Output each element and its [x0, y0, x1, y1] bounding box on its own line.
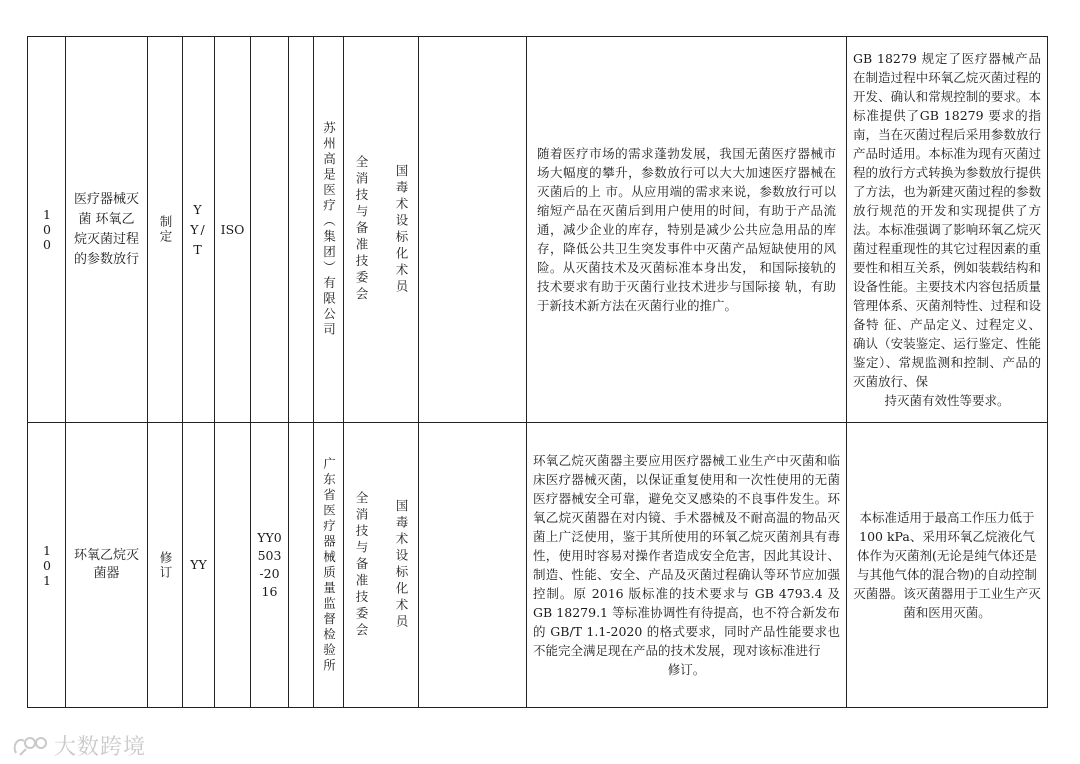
purpose-text: 环氧乙烷灭菌器主要应用医疗器械工业生产中灭菌和临床医疗器械灭菌，以保证重复使用和一次性使用的无菌医疗器械安全可靠，避免交叉感染的不良事件发生。环氧乙烷灭菌器在对内镜、手术器械及不耐高温的物品灭菌上广泛使用，鉴于其所使用的环氧乙烷灭菌剂具有毒性，使用时容易对操作者造成安全危害，因此其设计、制造、性能、安全、产品及灭菌过程确认等环节应加强控制。原 2016 版标准的技术要求与 GB 4793.4 及GB 18279.1 等标准协调性有待提高，也不符合新发布的 GB/T 1.1-2020 的格式要求，同时产品性能要求也不能完全满足现在产品的技术发展，现对该标准进行 修订。: [527, 423, 847, 708]
standard-name: 环氧乙烷灭菌器: [66, 423, 148, 708]
revision-type: 制定: [148, 37, 183, 423]
standards-table: [27, 36, 1048, 708]
blank-cell: [419, 37, 527, 423]
content-text: GB 18279 规定了医疗器械产品在制造过程中环氧乙烷灭菌过程的开发、确认和常规控制的要求。本标准提供了GB 18279 要求的指南，当在灭菌过程后采用参数放行产品时适用。本标准为现有灭菌过程的放行方式转换为参数放行提供了方法，也为新建灭菌过程的参数放行规范的开发和实现提供了方法。本标准强调了影响环氧乙烷灭菌过程重现性的其它过程因素的重要性和相互关系，例如装载结构和设备性能。主要技术内容包括质量管理体系、灭菌剂特性、过程和设备特 征、产品定义、过程定义、确认（安装鉴定、运行鉴定、性能鉴定）、常规监测和控制、产品的灭菌放行、保 持灭菌有效性等要求。: [847, 37, 1048, 423]
drafting-org: 苏州高是医疗（集团）有限公司: [314, 37, 344, 423]
adoption: ISO: [215, 37, 251, 423]
standard-kind: YY/T: [183, 37, 215, 423]
row-number: 101: [28, 423, 66, 708]
revision-type: 修订: [148, 423, 183, 708]
content-text: 本标准适用于最高工作压力低于 100 kPa、采用环氧乙烷液化气体作为灭菌剂(无论是纯气体还是与其他气体的混合物)的自动控制灭菌器。该灭菌器用于工业生产灭菌和医用灭菌。: [847, 423, 1048, 708]
standard-kind: YY: [183, 423, 215, 708]
table-row: [28, 37, 1048, 423]
blank-cell: [419, 423, 527, 708]
purpose-text: 随着医疗市场的需求蓬勃发展，我国无菌医疗器械市场大幅度的攀升，参数放行可以大大加速医疗器械在灭菌后的上 市。从应用端的需求来说，参数放行可以缩短产品在灭菌后到用户使用的时间，有助于产品流通，减少企业的库存，特别是减少公共应急用品的库存，降低公共卫生突发事件中灭菌产品短缺使用的风险。从灭菌技术及灭菌标准本身出发， 和国际接轨的技术要求有助于灭菌行业技术进步与国际接 轨，有助于新技术新方法在灭菌行业的推广。: [527, 37, 847, 423]
spacer-cell: [289, 37, 314, 423]
table-row: [28, 423, 1048, 708]
standard-name: 医疗器械灭菌 环氧乙烷灭菌过程的参数放行: [66, 37, 148, 423]
watermark-text: 大数跨境: [54, 735, 147, 760]
row-number: 100: [28, 37, 66, 423]
technical-committee: 全消技与备准技委会 国毒术设标化术员: [344, 37, 419, 423]
adoption: [215, 423, 251, 708]
watermark: [10, 730, 146, 761]
replaced-standard: YY0503-2016: [251, 423, 289, 708]
technical-committee: 全消技与备准技委会 国毒术设标化术员: [344, 423, 419, 708]
drafting-org: 广东省医疗器械质量监督检验所: [314, 423, 344, 708]
replaced-standard: [251, 37, 289, 423]
brand-logo-icon: [10, 733, 50, 759]
spacer-cell: [289, 423, 314, 708]
